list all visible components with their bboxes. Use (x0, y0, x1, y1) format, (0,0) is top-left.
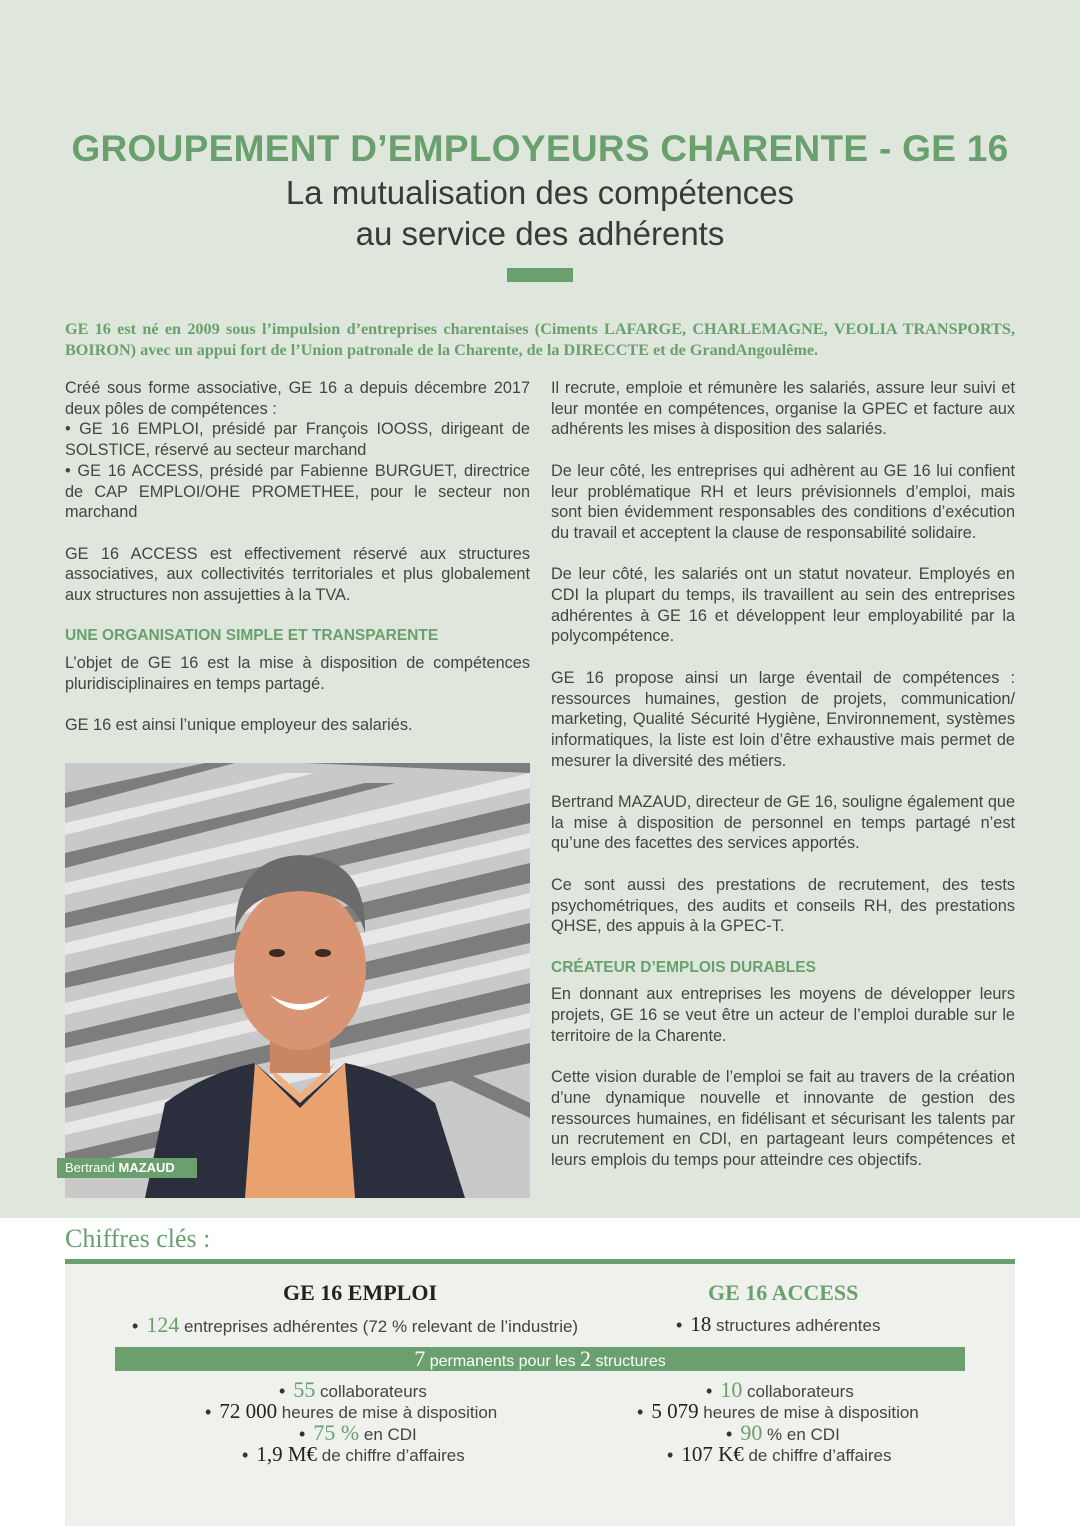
paragraph: L’objet de GE 16 est la mise à disposition de compétences pluridisciplinaires en temps partagé. (65, 654, 530, 693)
key-figures-title: Chiffres clés : (65, 1224, 211, 1253)
permanents-bar: 7 permanents pour les 2 structures (115, 1347, 965, 1371)
page-title: GROUPEMENT D’EMPLOYEURS CHARENTE - GE 16 (71, 128, 1009, 169)
access-collaborators: • 10 collaborateurs (706, 1377, 854, 1402)
access-structures: • 18 structures adhérentes (676, 1312, 881, 1336)
right-column (551, 378, 1015, 1171)
bullet-item: • GE 16 ACCESS, présidé par Fabienne BURGUET, directrice de CAP EMPLOI/OHE PROMETHEE, pour le secteur non marchand (65, 461, 530, 522)
paragraph: GE 16 ACCESS est effectivement réservé aux structures associatives, aux collectivités territoriales et plus globalement aux structures non assujetties à la TVA. (65, 544, 530, 605)
paragraph: Bertrand MAZAUD, directeur de GE 16, souligne également que la mise à disposition de personnel en temps partagé n’est qu’une des facettes des services apportés. (551, 793, 1015, 853)
emploi-hours: • 72 000 heures de mise à disposition (205, 1399, 498, 1423)
access-cdi: • 90 % en CDI (726, 1420, 840, 1445)
emploi-revenue: • 1,9 M€ de chiffre d’affaires (242, 1442, 465, 1466)
portrait-illustration (65, 763, 530, 1198)
paragraph: En donnant aux entreprises les moyens de développer leurs projets, GE 16 se veut être un acteur de l’emploi durable sur le territoire de la Charente. (551, 985, 1015, 1045)
section-heading: CRÉATEUR D’EMPLOIS DURABLES (551, 958, 816, 976)
access-hours: • 5 079 heures de mise à disposition (637, 1399, 919, 1423)
paragraph: Cette vision durable de l’emploi se fait au travers de la création d’une dynamique nouvelle et innovante de gestion des ressources humaines, en fidélisant et sécurisant les talents par un recrutement en CDI, en partageant leurs compétences et leurs emplois du temps pour atteindre ces objectifs. (551, 1068, 1015, 1169)
photo-caption (57, 1158, 197, 1178)
left-column (65, 378, 530, 757)
emploi-cdi: • 75 % en CDI (299, 1420, 417, 1445)
page-subtitle-line2: au service des adhérents (355, 215, 725, 252)
page-subtitle-line1: La mutualisation des compétences (285, 174, 795, 211)
paragraph: Ce sont aussi des prestations de recrutement, des tests psychométriques, des audits et conseils RH, des prestations QHSE, des appuis à la GPEC-T. (551, 875, 1015, 936)
emploi-companies: • 124 entreprises adhérentes (72 % relevant de l’industrie) (132, 1312, 579, 1337)
portrait-photo (65, 763, 530, 1198)
paragraph: Créé sous forme associative, GE 16 a depuis décembre 2017 deux pôles de compétences : (65, 379, 530, 418)
intro-paragraph: GE 16 est né en 2009 sous l’impulsion d’entreprises charentaises (Ciments LAFARGE, CHARLEMAGNE, VEOLIA TRANSPORTS, BOIRON) avec un appui fort de l’Union patronale de la Charente, de la DIRECCTE et de GrandAngoulême. (65, 320, 1015, 359)
emploi-collaborators: • 55 collaborateurs (279, 1377, 427, 1402)
title-divider (507, 268, 573, 282)
bullet-item: • GE 16 EMPLOI, présidé par François IOOSS, dirigeant de SOLSTICE, réservé au secteur marchand (65, 420, 530, 460)
section-heading: UNE ORGANISATION SIMPLE ET TRANSPARENTE (65, 627, 439, 645)
caption-first-name: Bertrand (65, 1160, 115, 1175)
paragraph: GE 16 est ainsi l’unique employeur des salariés. (65, 716, 413, 735)
caption-last-name: MAZAUD (118, 1160, 175, 1175)
paragraph: De leur côté, les salariés ont un statut novateur. Employés en CDI la plupart du temps, ils travaillent au sein des entreprises adhérentes à GE 16 et développent leur employabilité par la polycompétence. (551, 565, 1015, 646)
paragraph: Il recrute, emploie et rémunère les salariés, assure leur suivi et leur montée en compétences, organise la GPEC et facture aux adhérents les mises à disposition des salariés. (551, 379, 1015, 439)
access-heading: GE 16 ACCESS (708, 1280, 859, 1305)
access-revenue: • 107 K€ de chiffre d’affaires (667, 1442, 892, 1466)
paragraph: De leur côté, les entreprises qui adhèrent au GE 16 lui confient leur problématique RH et leurs prévisionnels d’emploi, mais sont bien évidemment responsables des conditions d’exécution du travail et acceptent la clause de responsabilité solidaire. (551, 461, 1015, 542)
key-figures-box (65, 1264, 1015, 1526)
emploi-heading: GE 16 EMPLOI (283, 1280, 438, 1305)
paragraph: GE 16 propose ainsi un large éventail de compétences : ressources humaines, gestion de projets, communication/ marketing, Qualité Sécurité Hygiène, Environnement, systèmes informatiques, la liste est loin d’être exhaustive mais permet de mesurer la diversité des métiers. (551, 668, 1015, 770)
